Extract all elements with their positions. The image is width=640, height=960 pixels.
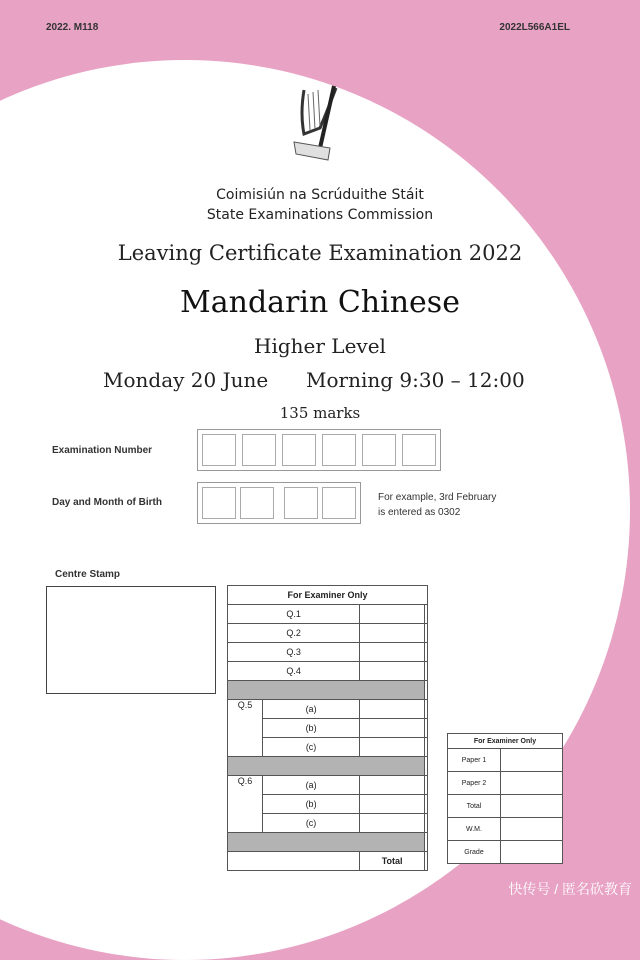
total-row [228, 852, 428, 871]
digit-box[interactable] [362, 434, 396, 466]
table-row [448, 818, 563, 841]
mark-cell[interactable] [425, 776, 428, 795]
examiner-table-header: For Examiner Only [228, 586, 428, 605]
row-label: Paper 1 [448, 749, 501, 772]
row-label: Q.4 [228, 662, 360, 681]
mark-cell[interactable] [360, 814, 425, 833]
table-row [228, 662, 428, 681]
exam-number-field[interactable] [197, 429, 441, 471]
exam-session: Morning 9:30 – 12:00 [306, 368, 525, 392]
table-row [448, 772, 563, 795]
total-marks: 135 marks [279, 404, 361, 422]
row-label: Q.5 [228, 700, 263, 757]
mark-cell[interactable] [360, 662, 425, 681]
centre-stamp-label: Centre Stamp [55, 569, 121, 580]
separator-row [228, 757, 428, 776]
exam-title: Leaving Certificate Examination 2022 [117, 241, 523, 265]
day-digit-box[interactable] [202, 487, 236, 519]
part-label: (a) [263, 776, 360, 795]
mark-cell[interactable] [425, 662, 428, 681]
mark-cell[interactable] [425, 643, 428, 662]
subject-title: Mandarin Chinese [180, 285, 460, 320]
dob-label: Day and Month of Birth [52, 497, 162, 508]
dob-field[interactable] [197, 482, 361, 524]
centre-stamp-box [46, 586, 216, 694]
mark-cell[interactable] [360, 700, 425, 719]
digit-box[interactable] [322, 434, 356, 466]
table-row [448, 841, 563, 864]
watermark: 快传号 / 匿名砍教育 [508, 881, 632, 897]
mark-cell[interactable] [360, 738, 425, 757]
mark-cell[interactable] [360, 605, 425, 624]
mark-cell[interactable] [425, 795, 428, 814]
month-digit-box[interactable] [322, 487, 356, 519]
part-label: (b) [263, 719, 360, 738]
row-label: Grade [448, 841, 501, 864]
digit-box[interactable] [202, 434, 236, 466]
mark-cell[interactable] [360, 776, 425, 795]
exam-number-label: Examination Number [52, 445, 153, 456]
part-label: (c) [263, 738, 360, 757]
summary-cell[interactable] [501, 772, 563, 795]
table-row [228, 605, 428, 624]
table-row [448, 749, 563, 772]
examiner-summary-table [447, 733, 563, 864]
dob-note [378, 490, 496, 520]
table-row [228, 776, 428, 795]
organisation-english: State Examinations Commission [206, 207, 434, 223]
total-label: Total [360, 852, 425, 871]
row-label: Q.2 [228, 624, 360, 643]
summary-cell[interactable] [501, 795, 563, 818]
organisation-irish: Coimisiún na Scrúduithe Stáit [216, 187, 424, 203]
mark-cell[interactable] [360, 624, 425, 643]
mark-cell[interactable] [360, 719, 425, 738]
mark-cell[interactable] [360, 643, 425, 662]
digit-box[interactable] [282, 434, 316, 466]
table-row [228, 624, 428, 643]
table-row [448, 795, 563, 818]
part-label: (c) [263, 814, 360, 833]
mark-cell[interactable] [425, 738, 428, 757]
paper-code-left: 2022. M118 [46, 22, 99, 33]
harp-logo-icon [290, 84, 344, 166]
row-label: Q.1 [228, 605, 360, 624]
dob-note-line1: For example, 3rd February [378, 492, 497, 503]
mark-cell[interactable] [425, 814, 428, 833]
table-row [228, 700, 428, 719]
separator-row [228, 833, 428, 852]
table-row [228, 643, 428, 662]
row-label: Total [448, 795, 501, 818]
total-cell[interactable] [425, 852, 428, 871]
mark-cell[interactable] [425, 719, 428, 738]
mark-cell[interactable] [360, 795, 425, 814]
summary-table-header: For Examiner Only [448, 734, 563, 749]
part-label: (a) [263, 700, 360, 719]
mark-cell[interactable] [425, 605, 428, 624]
row-label: Q.6 [228, 776, 263, 833]
mark-cell[interactable] [425, 700, 428, 719]
month-digit-box[interactable] [284, 487, 318, 519]
dob-note-line2: is entered as 0302 [378, 507, 461, 518]
exam-date: Monday 20 June [103, 368, 269, 392]
digit-box[interactable] [402, 434, 436, 466]
digit-box[interactable] [242, 434, 276, 466]
summary-cell[interactable] [501, 818, 563, 841]
part-label: (b) [263, 795, 360, 814]
day-digit-box[interactable] [240, 487, 274, 519]
separator-row [228, 681, 428, 700]
paper-code-right: 2022L566A1EL [499, 22, 570, 33]
row-label: Paper 2 [448, 772, 501, 795]
summary-cell[interactable] [501, 749, 563, 772]
row-label: Q.3 [228, 643, 360, 662]
examiner-marks-table [227, 585, 428, 871]
level-title: Higher Level [254, 334, 386, 358]
summary-cell[interactable] [501, 841, 563, 864]
mark-cell[interactable] [425, 624, 428, 643]
row-label: W.M. [448, 818, 501, 841]
